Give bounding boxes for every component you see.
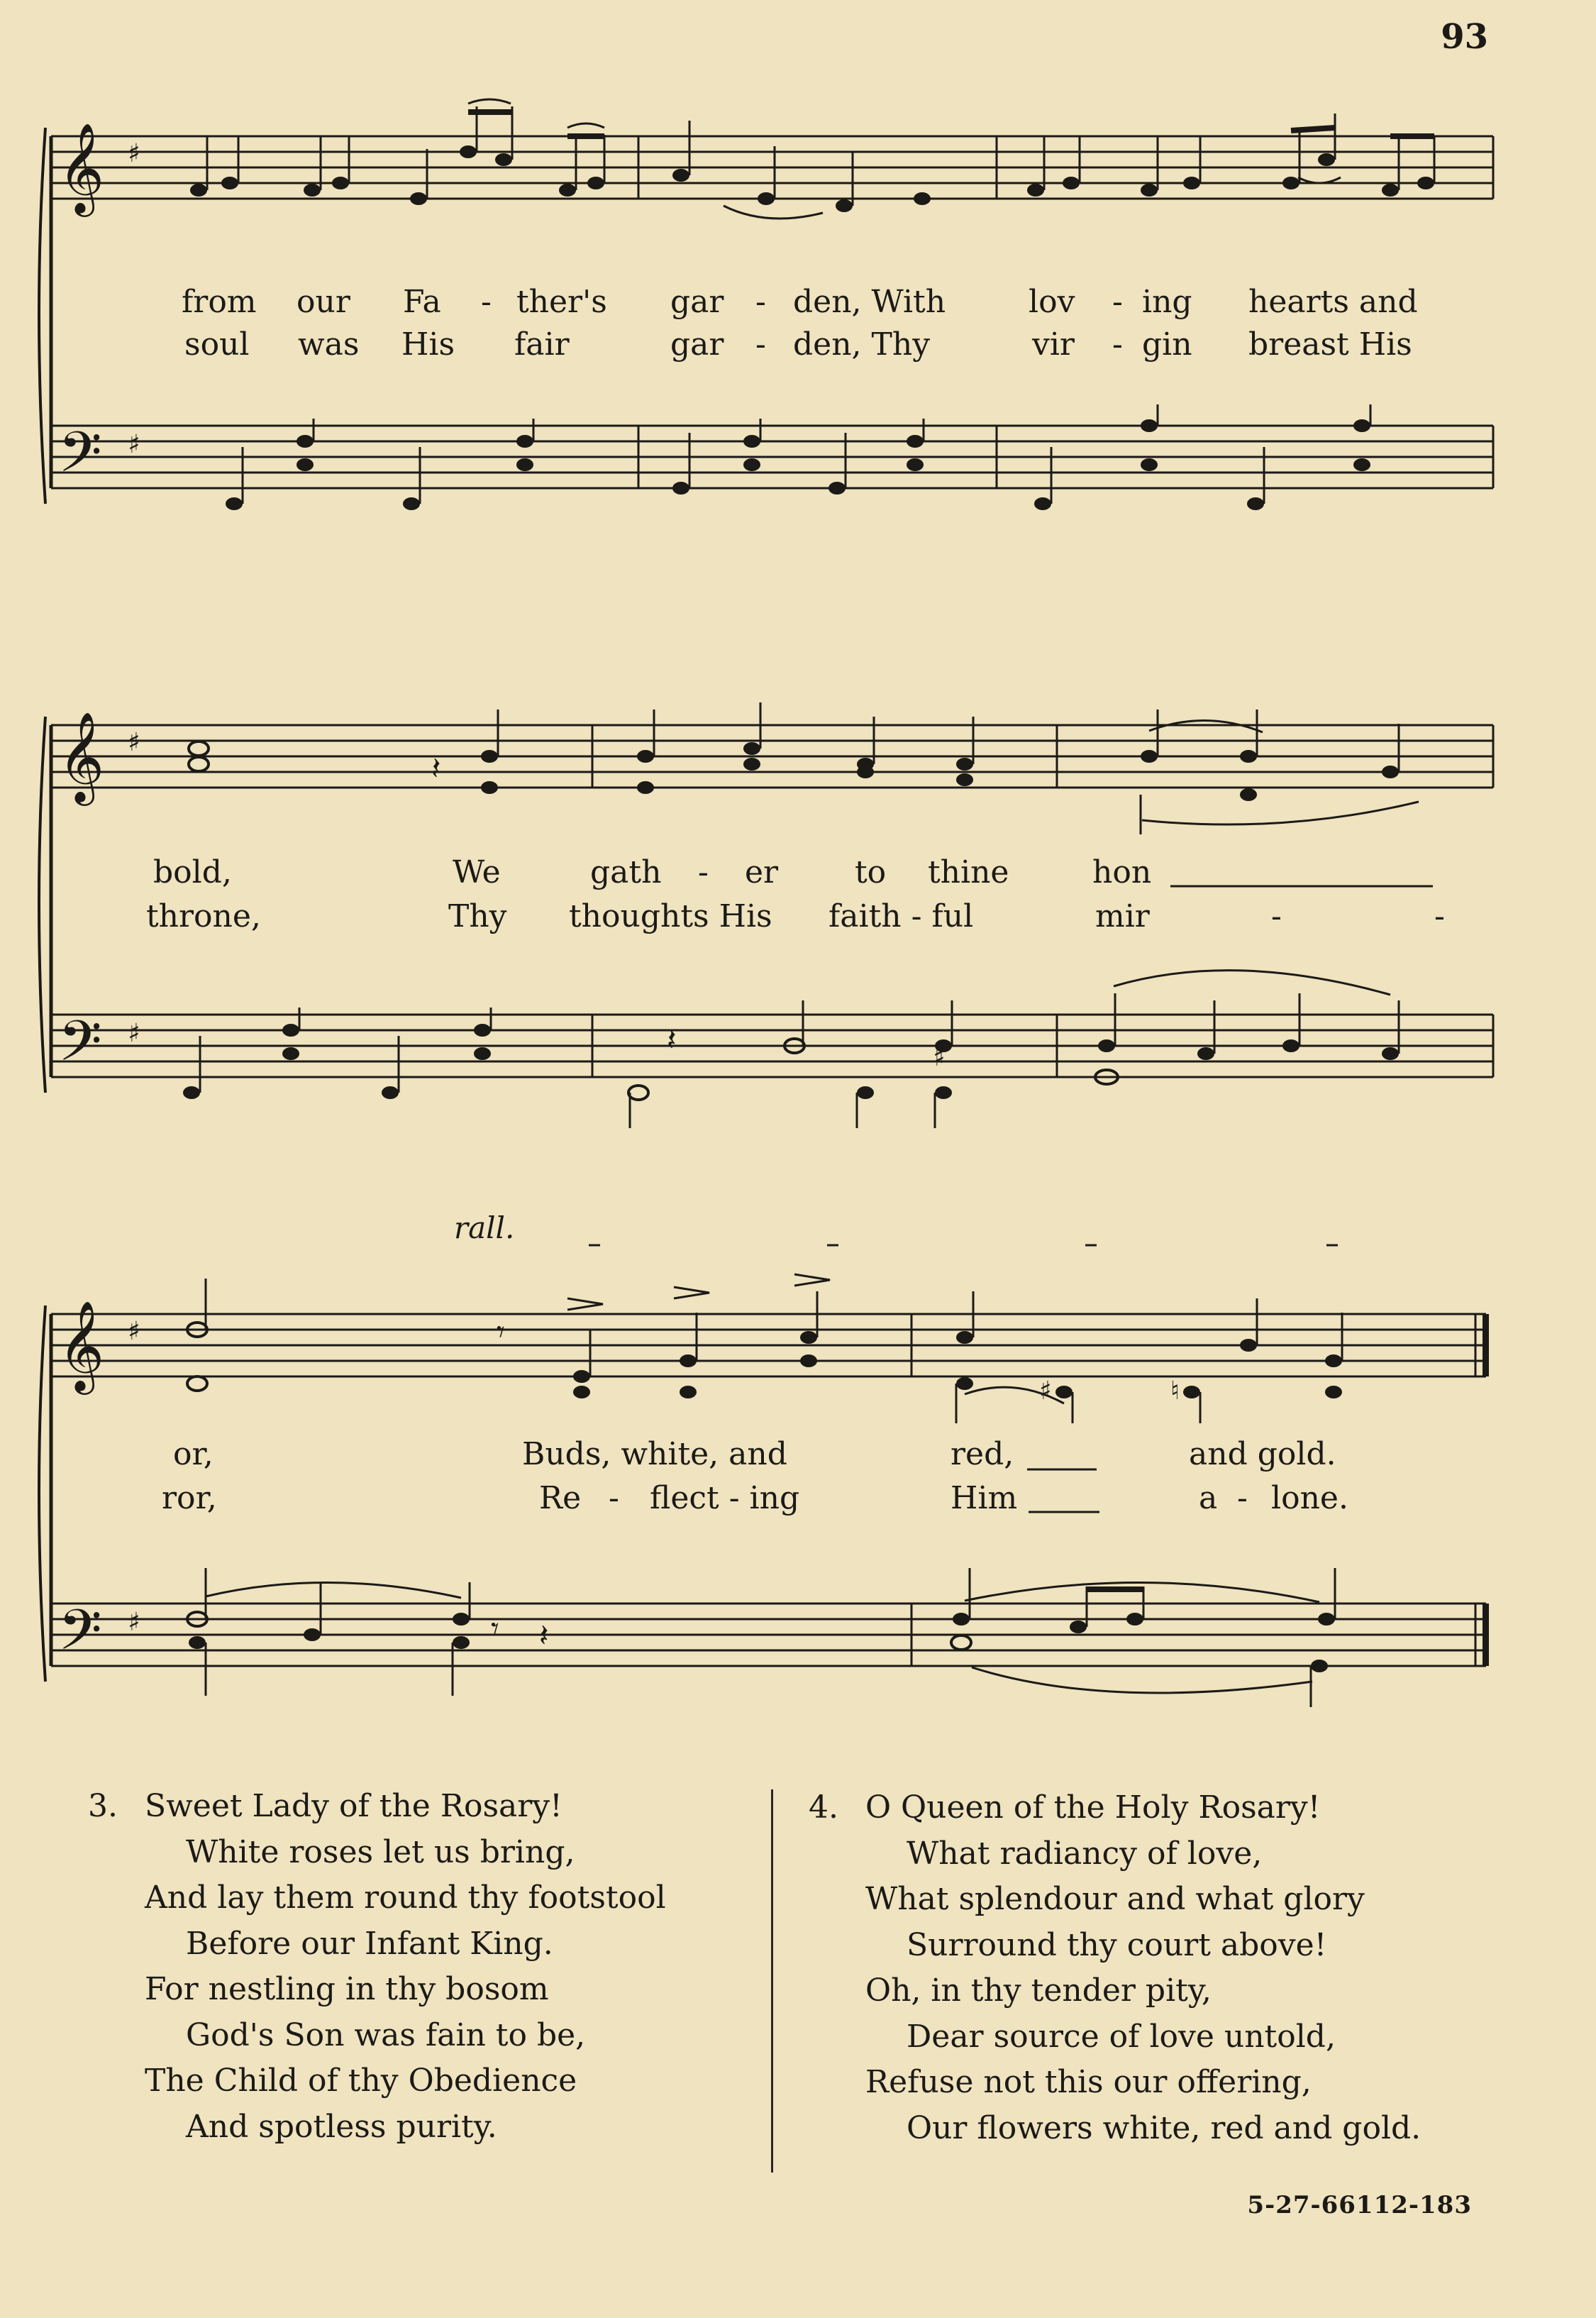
lyric-syllable: throne, bbox=[146, 898, 261, 934]
lyric-syllable: from bbox=[182, 284, 257, 320]
svg-text:♯: ♯ bbox=[128, 1608, 140, 1637]
lyric-syllable: hearts and bbox=[1248, 284, 1418, 320]
verse-number: 4. bbox=[809, 1789, 838, 1826]
lyric-syllable: lov bbox=[1029, 284, 1075, 320]
lyric-syllable: breast His bbox=[1248, 326, 1412, 363]
lyric-syllable: ror, bbox=[162, 1480, 217, 1516]
lyric-syllable: His bbox=[401, 326, 455, 363]
verse-line: Sweet Lady of the Rosary! bbox=[145, 1788, 563, 1824]
lyric-syllable: - bbox=[1112, 284, 1123, 320]
lyric-syllable: - bbox=[1237, 1480, 1248, 1516]
lyric-syllable: or, bbox=[173, 1436, 214, 1472]
verse-line: Our flowers white, red and gold. bbox=[907, 2109, 1422, 2146]
svg-text:♯: ♯ bbox=[128, 430, 140, 459]
verse-line: And spotless purity. bbox=[186, 2108, 497, 2145]
lyric-syllable: red, bbox=[951, 1436, 1014, 1472]
lyric-syllable: fair bbox=[514, 326, 570, 363]
lyrics-verse-1 bbox=[43, 1436, 1504, 1479]
lyric-syllable: lone. bbox=[1271, 1480, 1348, 1516]
page-number: 93 bbox=[1441, 17, 1488, 57]
lyrics-verse-2 bbox=[43, 1480, 1504, 1523]
verse-4 bbox=[809, 1785, 1422, 2151]
lyrics-verse-1 bbox=[43, 284, 1504, 326]
svg-text:♮: ♮ bbox=[1170, 1376, 1180, 1406]
verse-line: Surround thy court above! bbox=[907, 1926, 1327, 1963]
music-system-2 bbox=[43, 695, 1504, 1135]
tempo-marking: rall. bbox=[454, 1210, 515, 1245]
lyric-syllable: vir bbox=[1032, 326, 1075, 363]
lyric-syllable: ing bbox=[1142, 284, 1192, 320]
melisma-line bbox=[1027, 1467, 1382, 1472]
verse-divider bbox=[771, 1789, 773, 2173]
lyric-syllable: ther's bbox=[516, 284, 607, 320]
verse-line: Oh, in thy tender pity, bbox=[865, 1972, 1212, 2009]
lyric-syllable: thine bbox=[928, 854, 1009, 890]
lyric-syllable: den, With bbox=[793, 284, 946, 320]
lyrics-verse-1 bbox=[43, 854, 1504, 897]
lyric-syllable: - bbox=[481, 284, 492, 320]
svg-text:𝄢: 𝄢 bbox=[58, 1597, 102, 1677]
rall-dashes bbox=[589, 1242, 1355, 1249]
lyric-syllable: - bbox=[755, 326, 766, 363]
verse-line: Before our Infant King. bbox=[186, 1925, 553, 1962]
lyric-syllable: - bbox=[1271, 898, 1282, 934]
verse-line: O Queen of the Holy Rosary! bbox=[865, 1789, 1321, 1826]
verse-line: Dear source of love untold, bbox=[907, 2018, 1336, 2055]
lyric-syllable: - bbox=[609, 1480, 619, 1516]
lyric-syllable: gar bbox=[670, 326, 724, 363]
svg-text:♯: ♯ bbox=[128, 728, 140, 757]
lyric-syllable: gar bbox=[670, 284, 724, 320]
lyric-syllable: gin bbox=[1142, 326, 1192, 363]
svg-text:𝄽: 𝄽 bbox=[431, 751, 441, 787]
publisher-code: 5-27-66112-183 bbox=[1247, 2191, 1472, 2219]
svg-text:𝄞: 𝄞 bbox=[58, 122, 105, 213]
lyric-syllable: to bbox=[855, 854, 887, 890]
svg-text:♯: ♯ bbox=[128, 1019, 140, 1048]
lyric-syllable: mir bbox=[1095, 898, 1150, 934]
svg-text:𝄞: 𝄞 bbox=[58, 711, 105, 802]
lyrics-verse-2 bbox=[43, 898, 1504, 941]
lyric-syllable: our bbox=[297, 284, 350, 320]
svg-text:♯: ♯ bbox=[1039, 1376, 1052, 1406]
svg-text:𝄢: 𝄢 bbox=[58, 419, 102, 499]
verse-line: For nestling in thy bosom bbox=[145, 1971, 549, 2007]
verse-line: White roses let us bring, bbox=[186, 1833, 575, 1870]
svg-text:𝄾: 𝄾 bbox=[491, 1611, 499, 1647]
svg-text:𝄢: 𝄢 bbox=[58, 1008, 102, 1088]
lyric-syllable: hon bbox=[1092, 854, 1152, 890]
lyric-syllable: and gold. bbox=[1189, 1436, 1336, 1472]
svg-text:𝄽: 𝄽 bbox=[539, 1618, 549, 1654]
verse-line: What radiancy of love, bbox=[907, 1835, 1263, 1872]
lyric-syllable: - bbox=[698, 854, 709, 890]
lyric-syllable: soul bbox=[184, 326, 250, 363]
melisma-line bbox=[1170, 884, 1440, 888]
lyric-syllable: er bbox=[745, 854, 779, 890]
lyric-syllable: bold, bbox=[153, 854, 232, 890]
svg-text:𝄾: 𝄾 bbox=[497, 1314, 505, 1350]
lyrics-verse-2 bbox=[43, 326, 1504, 369]
svg-text:𝄞: 𝄞 bbox=[58, 1300, 105, 1391]
lyric-syllable: - bbox=[755, 284, 766, 320]
verse-line: The Child of thy Obedience bbox=[145, 2063, 577, 2099]
verse-line: Refuse not this our offering, bbox=[865, 2064, 1312, 2100]
lyric-syllable: den, Thy bbox=[793, 326, 931, 363]
lyric-syllable: thoughts His bbox=[569, 898, 772, 934]
svg-text:𝄽: 𝄽 bbox=[667, 1022, 677, 1058]
music-system-3 bbox=[43, 1284, 1504, 1724]
svg-text:♯: ♯ bbox=[128, 1317, 140, 1346]
lyric-syllable: - bbox=[1112, 326, 1123, 363]
lyric-syllable: We bbox=[453, 854, 501, 890]
lyric-syllable: faith - ful bbox=[829, 898, 974, 934]
lyric-syllable: flect - ing bbox=[650, 1480, 800, 1516]
melisma-line bbox=[1029, 1510, 1114, 1514]
lyric-syllable: Buds, white, and bbox=[522, 1436, 787, 1472]
verse-number: 3. bbox=[88, 1788, 118, 1824]
lyric-syllable: Him bbox=[951, 1480, 1018, 1516]
svg-text:♯: ♯ bbox=[128, 139, 140, 168]
verse-line: God's Son was fain to be, bbox=[186, 2016, 586, 2053]
lyric-syllable: - bbox=[1434, 898, 1445, 934]
lyric-syllable: Fa bbox=[403, 284, 441, 320]
verse-line: What splendour and what glory bbox=[865, 1881, 1365, 1917]
lyric-syllable: Thy bbox=[448, 898, 507, 934]
lyric-syllable: was bbox=[298, 326, 360, 363]
lyric-syllable: Re bbox=[539, 1480, 582, 1516]
lyric-syllable: a bbox=[1199, 1480, 1218, 1516]
music-system-1 bbox=[43, 106, 1504, 546]
lyric-syllable: gath bbox=[590, 854, 662, 890]
verse-line: And lay them round thy footstool bbox=[145, 1880, 666, 1916]
verse-3 bbox=[88, 1784, 666, 2150]
svg-text:♯: ♯ bbox=[933, 1043, 946, 1072]
